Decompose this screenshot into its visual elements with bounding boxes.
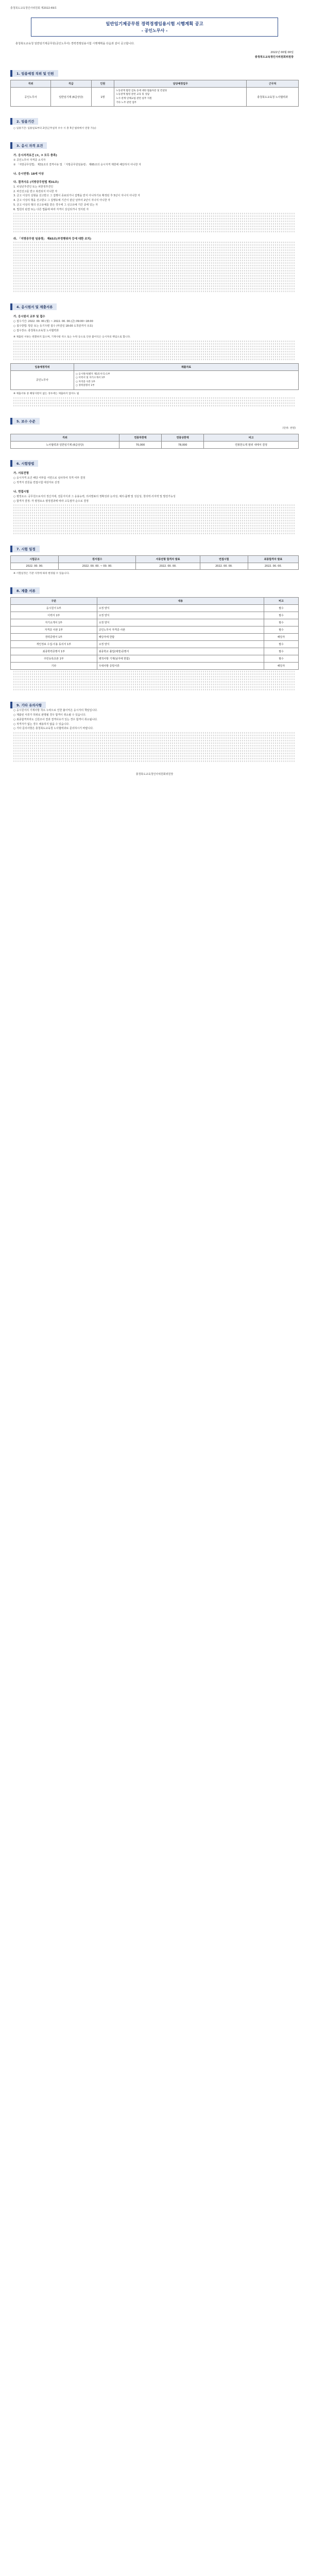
salary-table xyxy=(10,434,299,449)
document-note-cell: 필수 xyxy=(264,626,298,634)
submission-note: ※ 제출서류 중 해당사항이 없는 경우에는 제출하지 않아도 됨 xyxy=(13,393,79,395)
positions-table xyxy=(10,80,299,107)
submission-item: ○ 이력서 및 자기소개서 1부 xyxy=(75,377,106,380)
table-row xyxy=(11,563,299,570)
schedule-note: ※ 시험일정은 기관 사정에 따라 변경될 수 있습니다. xyxy=(13,572,70,575)
list-item: ○ 접수방법: 방문 또는 등기우편 접수 (마감일 18:00 도착분까지 유효) xyxy=(13,325,93,328)
document-name-cell: 최종학력증명서 1부 xyxy=(11,648,97,655)
document-name-cell: 이력서 1부 xyxy=(11,612,97,619)
list-item: ○ 응시원서의 기재사항 착오·누락으로 인한 불이익은 응시자의 책임입니다. xyxy=(13,709,98,713)
section-schedule xyxy=(10,543,299,576)
document-desc-cell: 병적사항 기재(남자에 한함) xyxy=(97,655,264,663)
salary-min-cell: 70,000 xyxy=(119,442,161,449)
list-item: 1. 피성년후견인 또는 피한정후견인 xyxy=(13,185,54,189)
list-item: ○ 제출된 서류가 허위로 판명될 경우 합격이 취소될 수 있습니다. xyxy=(13,714,87,717)
workplace-cell: 충청북도교육청 노사협력과 xyxy=(247,87,299,106)
table-header: 내용 xyxy=(97,598,264,605)
section-documents xyxy=(10,584,299,690)
table-header: 면접시험 xyxy=(200,556,248,563)
table-header: 비고 xyxy=(264,598,298,605)
table-header: 직위 xyxy=(11,80,51,87)
duties-cell xyxy=(114,87,247,106)
table-header: 원서접수 xyxy=(59,556,136,563)
section-heading: 5. 보수 수준 xyxy=(10,418,40,425)
document-desc-cell: 소정 양식 xyxy=(97,619,264,626)
list-item: ① 공인노무사 자격증 소지자 xyxy=(13,159,46,162)
table-header: 제출자료 xyxy=(74,363,298,370)
document-note-cell: 필수 xyxy=(264,605,298,612)
announcing-organization: 충청북도교육청인사위원회위원장 xyxy=(254,55,294,59)
table-header: 임용예정직위 xyxy=(11,363,74,370)
section-term xyxy=(10,115,299,131)
table-row xyxy=(11,370,299,389)
table-row xyxy=(11,663,299,670)
table-row xyxy=(11,655,299,663)
list-item: 2. 파산선고를 받고 복권되지 아니한 자 xyxy=(13,190,58,193)
document-name-cell: 자기소개서 1부 xyxy=(11,619,97,626)
table-header: 구분 xyxy=(11,598,97,605)
position-cell: 공인노무사 xyxy=(11,87,51,106)
document-name-cell: 응시원서 1부 xyxy=(11,605,97,612)
document-reference: 충청북도교육청인사위원회 제2022-69호 xyxy=(10,7,57,10)
table-row xyxy=(11,87,299,106)
document-desc-cell: 소정 양식 xyxy=(97,605,264,612)
document-note-cell: 필수 xyxy=(264,619,298,626)
document-desc-cell: 공인노무사 자격증 사본 xyxy=(97,626,264,634)
duty-item: 노동관계 법령 검토 등에 대한 법률자문 및 컨설팅 xyxy=(116,89,167,92)
schedule-table xyxy=(10,555,299,570)
section-positions xyxy=(10,67,299,107)
subsection-heading: 가. 응시원서 교부 및 접수 xyxy=(13,315,45,319)
subsection-heading: 가. 서류전형 xyxy=(13,472,29,476)
list-item: ○ 합격자 결정: 각 평정요소 평정결과에 따라 고득점자 순으로 결정 xyxy=(13,499,89,503)
announcement-date: 2022년 00월 00일 xyxy=(270,50,294,54)
submission-item: ○ 경력증명서 1부 xyxy=(75,384,95,387)
document-desc-cell: 최종학교 졸업(예정)증명서 xyxy=(97,648,264,655)
document-note-cell: 필수 xyxy=(264,648,298,655)
schedule-cell: 2022. 00. 00. xyxy=(248,563,298,570)
subsection-heading: 나. 응시연령: 18세 이상 xyxy=(13,172,44,176)
list-item: ○ 접수장소: 충청북도교육청 노사협력과 xyxy=(13,329,59,332)
table-row xyxy=(11,634,299,641)
section-heading: 1. 임용예정 직위 및 인원 xyxy=(10,70,58,77)
duty-item: 노동관계 법령 관련 교육 및 상담 xyxy=(116,93,150,96)
count-cell: 1명 xyxy=(91,87,114,106)
document-desc-cell: 우대사항 증빙서류 xyxy=(97,663,264,670)
table-header: 담당예정업무 xyxy=(114,80,247,87)
duty-item: 노사 관계 단체교섭 관련 실무 지원 xyxy=(116,97,152,100)
subsection-heading: 다. 결격사유 (지방공무원법 제31조) xyxy=(13,180,59,184)
section-heading: 7. 시험 일정 xyxy=(10,546,40,552)
schedule-cell: 2022. 00. 00. xyxy=(136,563,200,570)
salary-max-cell: 78,000 xyxy=(162,442,204,449)
table-header: 직급 xyxy=(51,80,91,87)
list-item: ○ 접수기간: 2022. 00. 00.(월) ~ 2022. 00. 00.(금) 09:00~18:00 xyxy=(13,320,93,324)
list-item: ② 「지방공무원법」 제31조의 결격사유 및 「지방공무원임용령」 제65조의 응시자격 제한에 해당하지 아니한 자 xyxy=(13,163,141,167)
title-box xyxy=(31,18,278,37)
section-heading: 4. 응시원서 및 제출서류 xyxy=(10,303,57,310)
document-name-cell: 경력증명서 1부 xyxy=(11,634,97,641)
salary-note-cell: 연봉한도액 범위 내에서 결정 xyxy=(204,442,299,449)
table-header: 최종합격자 발표 xyxy=(248,556,298,563)
duty-item: 기타 노무 관련 업무 xyxy=(116,101,137,104)
position-cell: 노사협력과 일반임기제 (6급상당) xyxy=(11,442,119,449)
list-item: ○ 최종합격자라도 신원조사 결과 결격사유가 있는 경우 합격이 취소됩니다. xyxy=(13,718,98,721)
table-header: 시험공고 xyxy=(11,556,59,563)
table-row xyxy=(11,648,299,655)
unit-label: (단위: 천원) xyxy=(282,427,296,430)
section-heading: 9. 기타 유의사항 xyxy=(10,702,46,708)
submission-table xyxy=(10,363,299,390)
table-row xyxy=(11,641,299,648)
table-row xyxy=(11,442,299,449)
document-note-cell: 해당자 xyxy=(264,634,298,641)
list-item: 5. 금고 이상의 형의 선고유예를 받은 경우에 그 선고유예 기간 중에 있는 자 xyxy=(13,203,98,207)
footer-signature: 충청북도교육청인사위원회위원장 xyxy=(135,773,174,776)
section-eligibility xyxy=(10,139,299,292)
section-application xyxy=(10,300,299,406)
table-row xyxy=(11,605,299,612)
section-salary xyxy=(10,415,299,449)
document-note-cell: 해당자 xyxy=(264,663,298,670)
documents-table xyxy=(10,597,299,670)
term-text: ○ 임용기간: 임용일로부터 2년(근무실적 우수 시 총 5년 범위에서 연장 가능) xyxy=(13,127,96,130)
list-item: 3. 금고 이상의 실형을 선고받고 그 집행이 종료되거나 집행을 받지 아니하기로 확정된 후 5년이 지나지 아니한 자 xyxy=(13,194,140,198)
document-desc-cell: 해당자에 한함 xyxy=(97,634,264,641)
list-item: 4. 금고 이상의 형을 선고받고 그 집행유예 기간이 끝난 날부터 2년이 지나지 아니한 자 xyxy=(13,199,111,202)
section-exam-method xyxy=(10,457,299,534)
schedule-cell: 2022. 00. 00. xyxy=(200,563,248,570)
table-header: 연봉하한액 xyxy=(119,434,161,442)
list-item: ○ 적격자 전원을 면접시험 대상자로 선정 xyxy=(13,481,60,485)
document-note-cell: 필수 xyxy=(264,612,298,619)
table-header: 직위 xyxy=(11,434,119,442)
table-header: 비고 xyxy=(204,434,299,442)
table-header: 근무처 xyxy=(247,80,299,87)
list-item: ○ 적격자가 없는 경우 채용하지 않을 수 있습니다. xyxy=(13,722,70,726)
list-item: 6. 법원의 판결 또는 다른 법률에 따라 자격이 상실되거나 정지된 자 xyxy=(13,208,89,211)
table-header: 연봉상한액 xyxy=(162,434,204,442)
position-cell: 공인노무사 xyxy=(11,370,74,389)
document-title: 일반임기제공무원 경력경쟁임용시험 시행계획 공고 xyxy=(106,22,203,27)
section-notes xyxy=(10,699,299,762)
table-row xyxy=(11,626,299,634)
section-heading: 8. 제출 서류 xyxy=(10,587,40,594)
document-note-cell: 필수 xyxy=(264,655,298,663)
document-name-cell: 자격증 사본 1부 xyxy=(11,626,97,634)
document-subtitle: - 공인노무사 - xyxy=(141,28,168,33)
document-note-cell: 필수 xyxy=(264,641,298,648)
table-row xyxy=(11,612,299,619)
list-item: ○ 기타 문의사항은 충청북도교육청 노사협력과로 문의하시기 바랍니다. xyxy=(13,727,94,731)
list-item: ○ 평정요소: 공무원으로서의 정신자세, 전문지식과 그 응용능력, 의사발표의 정확성과 논리성, 예의·품행 및 성실성, 창의력·의지력 및 발전가능성 xyxy=(13,495,176,498)
table-header: 서류전형 합격자 발표 xyxy=(136,556,200,563)
grade-cell: 일반임기제 (6급상당) xyxy=(51,87,91,106)
submission-item: ○ 자격증 사본 1부 xyxy=(75,380,95,383)
section-heading: 3. 응시 자격 요건 xyxy=(10,142,47,149)
document-page xyxy=(10,0,299,776)
section-heading: 2. 임용기간 xyxy=(10,118,38,125)
submission-items-cell xyxy=(74,370,298,389)
table-row xyxy=(11,619,299,626)
document-name-cell: 기타 xyxy=(11,663,97,670)
document-desc-cell: 소정 양식 xyxy=(97,612,264,619)
table-header: 인원 xyxy=(91,80,114,87)
section-heading: 6. 시험방법 xyxy=(10,460,38,467)
document-desc-cell: 소정 양식 xyxy=(97,641,264,648)
list-item: ○ 응시자격 요건 해당 여부를 서면으로 심사하여 적격 여부 결정 xyxy=(13,477,85,480)
subsection-heading: 가. 응시자격요건 (①, ② 모두 충족) xyxy=(13,154,57,158)
schedule-cell: 2022. 00. 00. xyxy=(11,563,59,570)
application-note: ※ 제출된 서류는 반환하지 않으며, 기재사항 착오 또는 누락 등으로 인한 불이익은 응시자의 책임으로 합니다. xyxy=(13,335,131,338)
intro-paragraph: 충청북도교육청 일반임기제공무원(공인노무사) 경력경쟁임용시험 시행계획을 다음과 같이 공고합니다. xyxy=(15,42,135,45)
subsection-heading: 라. 「지방공무원 임용령」 제65조(부정행위자 등에 대한 조치) xyxy=(13,238,92,241)
schedule-cell: 2022. 00. 00. ~ 00. 00. xyxy=(59,563,136,570)
document-name-cell: 개인정보 수집·이용 동의서 1부 xyxy=(11,641,97,648)
document-name-cell: 주민등록초본 1부 xyxy=(11,655,97,663)
subsection-heading: 나. 면접시험 xyxy=(13,490,29,494)
submission-item: ○ 응시원서(별지 제1호서식) 1부 xyxy=(75,372,110,376)
